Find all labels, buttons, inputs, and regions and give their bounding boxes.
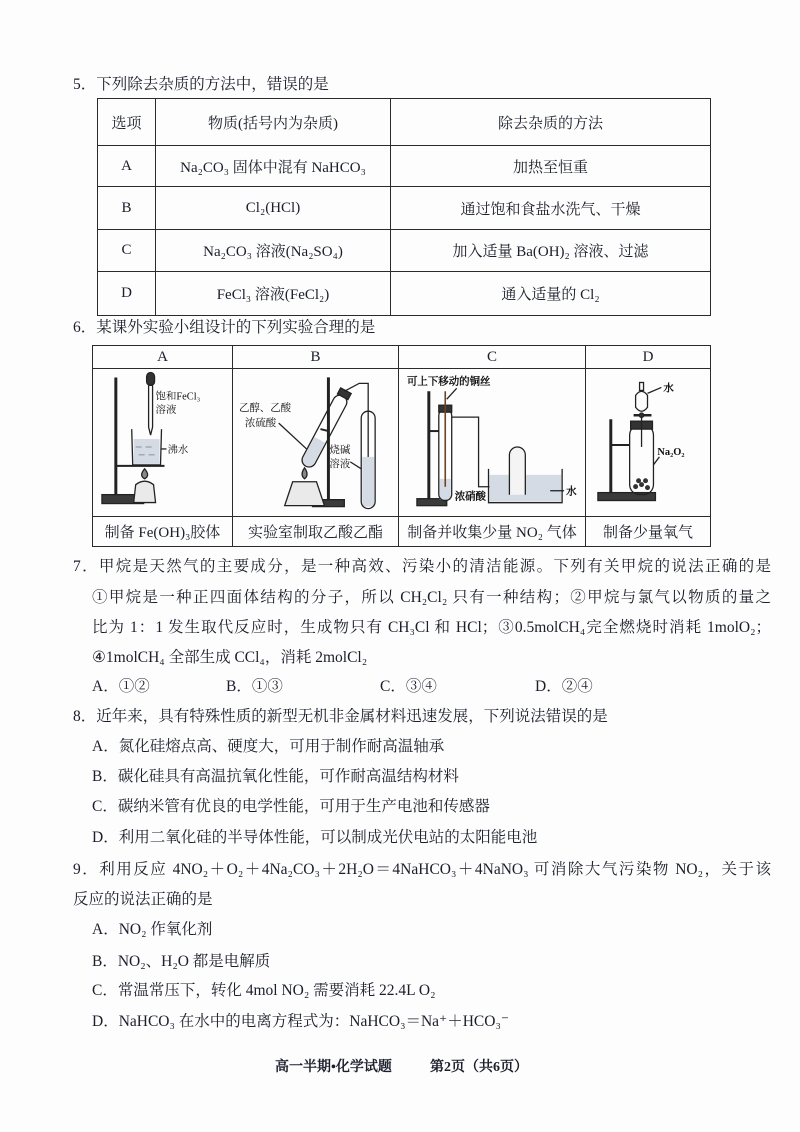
q5-stem: 5．下列除去杂质的方法中，错误的是 (73, 76, 329, 93)
q9-stem-line-2: 反应的说法正确的是 (73, 891, 213, 908)
row-method: 通过饱和食盐水洗气、干燥 (391, 187, 711, 230)
row-substance: FeCl₃ 溶液(FeCl₂) (156, 272, 391, 316)
reaction-test-tube (300, 387, 352, 469)
row-option: C (98, 230, 156, 272)
q8-choice-c: C．碳纳米管有优良的电学性能，可用于生产电池和传感器 (92, 798, 490, 815)
option-d-figure-cell (586, 369, 711, 517)
leader-line (447, 388, 457, 399)
option-c-caption: 制备并收集少量 NO₂ 气体 (399, 517, 586, 547)
label-solution: 溶液 (329, 458, 351, 470)
collecting-tube (509, 447, 525, 495)
alcohol-lamp (285, 482, 325, 506)
q8-choice-b: B．碳化硅具有高温抗氧化性能，可作耐高温结构材料 (92, 768, 459, 785)
flame (302, 468, 307, 479)
header-substance: 物质(括号内为杂质) (156, 99, 391, 146)
option-b-caption: 实验室制取乙酸乙酯 (233, 517, 399, 547)
apparatus-caption-row (93, 517, 711, 547)
row-option: B (98, 187, 156, 230)
table-row (98, 272, 711, 316)
label-caustic-soda: 烧碱 (329, 444, 351, 456)
q7-stem-line-2: ①甲烷是一种正四面体结构的分子，所以 CH₂Cl₂ 只有一种结构；②甲烷与氯气以物质的量之 (92, 589, 771, 606)
q7-choice-b: B．①③ (226, 678, 283, 695)
label-ethanol-acetic-acid: 乙醇、乙酸 (238, 403, 292, 415)
row-substance: Na₂CO₃ 溶液(Na₂SO₄) (156, 230, 391, 272)
option-b-label: B (233, 346, 399, 369)
apparatus-b-figure (233, 369, 398, 516)
table-row (98, 146, 711, 187)
row-method: 通入适量的 Cl₂ (391, 272, 711, 316)
label-movable-copper-wire: 可上下移动的铜丝 (406, 376, 491, 388)
label-sodium-peroxide: Na₂O₂ (657, 446, 685, 458)
header-option: 选项 (98, 99, 156, 146)
q8-choice-d: D．利用二氧化硅的半导体性能，可以制成光伏电站的太阳能电池 (92, 829, 538, 846)
row-option: A (98, 146, 156, 187)
row-method: 加热至恒重 (391, 146, 711, 187)
q7-stem-line-4: ④1molCH₄ 全部生成 CCl₄，消耗 2molCl₂ (92, 649, 368, 666)
boiling-water (134, 439, 160, 464)
option-c-label: C (399, 346, 586, 369)
q7-stem-line-1: 7．甲烷是天然气的主要成分，是一种高效、污染小的清洁能源。下列有关甲烷的说法正确的是 (73, 558, 771, 575)
table-row (98, 187, 711, 230)
q9-choice-d: D．NaHCO₃ 在水中的电离方程式为：NaHCO₃＝Na⁺＋HCO₃⁻ (92, 1013, 510, 1030)
q6-stem: 6．某课外实验小组设计的下列实验合理的是 (73, 319, 376, 336)
alcohol-lamp (134, 481, 156, 502)
label-solution: 溶液 (155, 405, 177, 417)
dropper-tube (149, 385, 153, 435)
option-b-figure-cell (233, 369, 399, 517)
apparatus-d-figure (586, 369, 710, 516)
q5-table (97, 98, 711, 316)
q7-choice-c: C．③④ (380, 678, 437, 695)
sodium-peroxide-pellets (633, 478, 650, 490)
option-c-figure-cell (399, 369, 586, 517)
leader-line (653, 457, 659, 465)
apparatus-figure-row (93, 369, 711, 517)
option-d-caption: 制备少量氧气 (586, 517, 711, 547)
receiving-liquid (362, 457, 374, 507)
stopcock-knob (639, 413, 643, 417)
label-boiling-water: 沸水 (167, 444, 189, 456)
label-conc-nitric-acid: 浓硝酸 (454, 491, 487, 503)
label-water: 水 (566, 486, 577, 498)
apparatus-header-row (93, 346, 711, 369)
dropping-funnel (636, 391, 648, 411)
leader-line (279, 423, 307, 449)
q8-choice-a: A．氮化硅熔点高、硬度大，可用于制作耐高温轴承 (92, 738, 445, 755)
label-conc-sulfuric-acid: 浓硫酸 (244, 418, 277, 430)
option-a-caption: 制备 Fe(OH)₃胶体 (93, 517, 233, 547)
flame (142, 469, 148, 479)
apparatus-a-figure (93, 369, 232, 516)
table-header-row (98, 99, 711, 146)
row-substance: Na₂CO₃ 固体中混有 NaHCO₃ (156, 146, 391, 187)
row-substance: Cl₂(HCl) (156, 187, 391, 230)
q7-stem-line-3: 比为 1：1 发生取代反应时，生成物只有 CH₃Cl 和 HCl；③0.5molCH₄完全燃烧时消耗 1molO₂； (92, 619, 771, 636)
q9-choice-c: C．常温常压下，转化 4mol NO₂ 需要消耗 22.4L O₂ (92, 982, 436, 999)
q6-apparatus-table (92, 345, 711, 547)
funnel-neck (640, 382, 644, 390)
option-a-figure-cell (93, 369, 233, 517)
option-d-label: D (586, 346, 711, 369)
label-saturated-fecl3: 饱和FeCl₃ (155, 391, 201, 403)
option-a-label: A (93, 346, 233, 369)
q9-choice-a: A．NO₂ 作氧化剂 (92, 921, 213, 938)
q8-stem: 8．近年来，具有特殊性质的新型无机非金属材料迅速发展，下列说法错误的是 (73, 708, 608, 725)
apparatus-c-figure (399, 369, 585, 516)
footer-exam-title: 高一半期•化学试题 (275, 1060, 392, 1075)
dropper-bulb (147, 373, 155, 386)
q7-choice-a: A．①② (92, 678, 150, 695)
row-option: D (98, 272, 156, 316)
row-method: 加入适量 Ba(OH)₂ 溶液、过滤 (391, 230, 711, 272)
q9-stem-line-1: 9．利用反应 4NO₂＋O₂＋4Na₂CO₃＋2H₂O＝4NaHCO₃＋4NaNO₃ 可消除大气污染物 NO₂，关于该 (73, 861, 771, 878)
q9-choice-b: B．NO₂、H₂O 都是电解质 (92, 953, 271, 970)
footer-page-number: 第2页（共6页） (430, 1060, 528, 1075)
leader-line (648, 387, 662, 393)
q7-choice-d: D．②④ (535, 678, 593, 695)
leader-line (350, 462, 361, 469)
header-method: 除去杂质的方法 (391, 99, 711, 146)
label-water: 水 (663, 383, 674, 395)
table-row (98, 230, 711, 272)
